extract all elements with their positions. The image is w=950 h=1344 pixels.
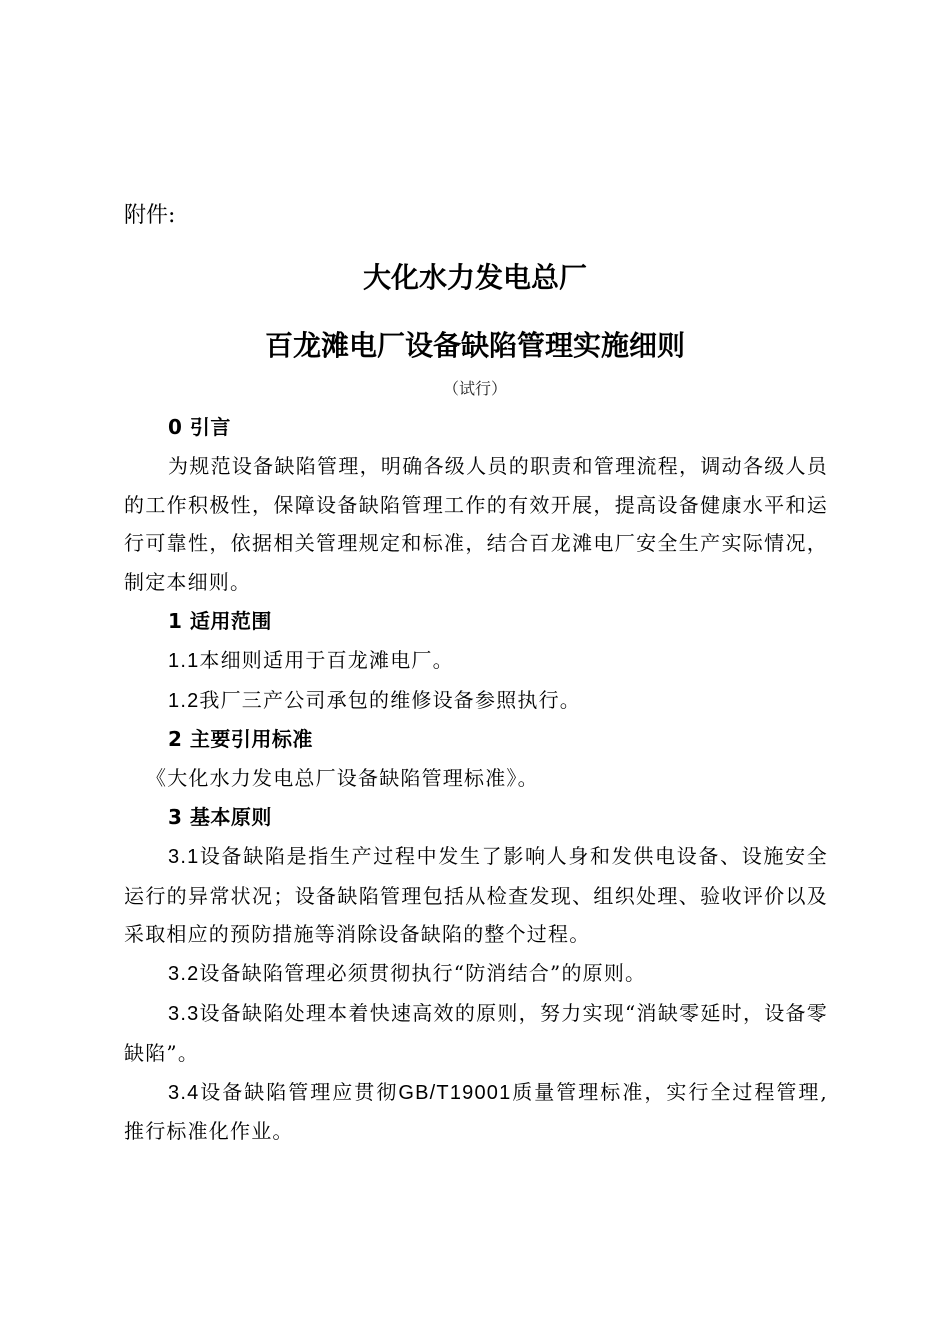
standard-code: GB/T19001 <box>398 1081 512 1104</box>
clause-number: 3.2 <box>168 963 200 986</box>
attachment-label: 附件: <box>124 203 176 228</box>
clause-number: 1.2 <box>168 689 200 712</box>
clause-3-1 <box>124 837 828 954</box>
section-heading-2: 2 主要引用标准 <box>168 727 313 752</box>
document-title: 百龙滩电厂设备缺陷管理实施细则 <box>264 329 685 362</box>
clause-number: 3.3 <box>168 1002 200 1025</box>
clause-text: 设备缺陷管理必须贯彻执行“防消结合”的原则。 <box>199 961 647 986</box>
paragraph-referenced-standard: 《大化水力发电总厂设备缺陷管理标准》。 <box>146 766 539 791</box>
clause-text: 我厂三产公司承包的维修设备参照执行。 <box>199 687 582 712</box>
clause-3-2 <box>124 954 828 994</box>
clause-text: 设备缺陷是指生产过程中发生了影响人身和发供电设备、设施安全运行的异常状况；设备缺陷管理包括从检查发现、组织处理、验收评价以及采取相应的预防措施等消除设备缺陷的整个过程。 <box>124 843 828 947</box>
clause-number: 1.1 <box>168 649 200 672</box>
clause-3-3 <box>124 994 828 1073</box>
clause-1-1 <box>124 641 828 681</box>
clause-text: 设备缺陷处理本着快速高效的原则，努力实现“消缺零延时，设备零缺陷”。 <box>124 1000 828 1065</box>
section-heading-0: 0 引言 <box>168 415 231 439</box>
clause-text: 设备缺陷管理应贯彻 <box>199 1079 399 1104</box>
trial-note: （试行） <box>442 379 507 398</box>
clause-3-4 <box>124 1073 828 1152</box>
section-heading-3: 3 基本原则 <box>168 804 272 829</box>
clause-text: 质量管理标准，实行全过程管理,推行标准化作业。 <box>124 1079 828 1144</box>
document-body <box>124 408 828 1151</box>
clause-text: 本细则适用于百龙滩电厂。 <box>199 647 454 672</box>
main-title: 大化水力发电总厂 <box>362 261 587 294</box>
clause-1-2 <box>124 681 828 721</box>
clause-number: 3.1 <box>168 845 200 868</box>
section-heading-1: 1 适用范围 <box>168 608 272 633</box>
clause-number: 3.4 <box>168 1081 200 1104</box>
paragraph-introduction: 为规范设备缺陷管理，明确各级人员的职责和管理流程，调动各级人员的工作积极性，保障设备缺陷管理工作的有效开展，提高设备健康水平和运行可靠性，依据相关管理规定和标准，结合百龙滩电厂安全生产实际情况，制定本细则。 <box>124 453 828 595</box>
